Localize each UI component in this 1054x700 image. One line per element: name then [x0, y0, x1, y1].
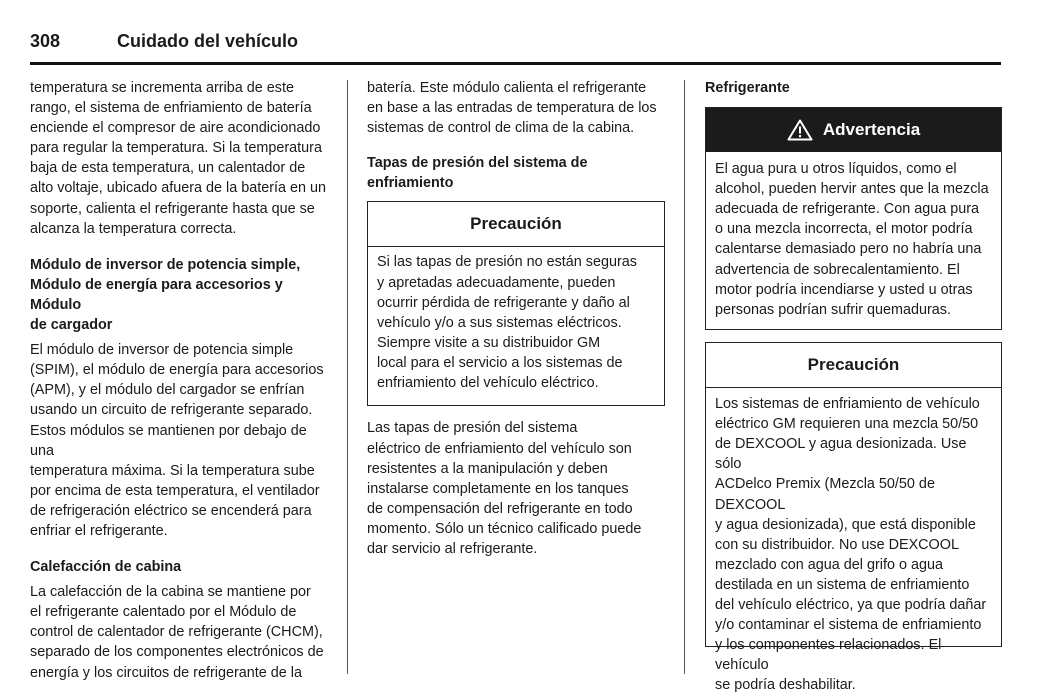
paragraph: La calefacción de la cabina se mantiene por el refrigerante calentado por el Módulo de control de calentador de refrigerante (CHCM), separado de los componentes electrónicos de energía y los circuitos de refrigerante de la: [30, 584, 324, 681]
page-number: 308: [30, 31, 61, 51]
caution-text: Los sistemas de enfriamiento de vehículo eléctrico GM requieren una mezcla 50/50 de DEXCOOL y agua desionizada. Use sólo ACDelco Premix (Mezcla 50/50 de DEXCOOL y agua desionizada), que está disponible con su distribuidor. No use DEXCOOL mezclado con agua del grifo o agua destilada en un sistema de enfriamiento del vehículo eléctrico, ya que podría dañar y/o contaminar el sistema de enfriamiento y los componentes relacionados. El vehículo se podría deshabilitar.: [715, 396, 987, 694]
section-heading: Calefacción de cabina: [30, 559, 182, 576]
caution-title: Precaución: [368, 202, 664, 247]
section-heading: Refrigerante: [705, 80, 790, 96]
caution-title: Precaución: [706, 343, 1001, 388]
section-heading: Tapas de presión del sistema de enfriamiento: [367, 155, 588, 192]
warning-title-bar: [706, 108, 1001, 152]
column-divider: [347, 80, 348, 674]
paragraph: temperatura se incrementa arriba de este rango, el sistema de enfriamiento de batería enciende el compresor de aire acondicionado para regular la temperatura. Si la temperatura baja de esta temperatura, un calentador de alto voltaje, ubicado afuera de la batería en un soporte, calienta el refrigerante hasta que se alcanza la temperatura correcta.: [30, 80, 327, 237]
paragraph: batería. Este módulo calienta el refrigerante en base a las entradas de temperatura de los sistemas de control de clima de la cabina.: [367, 80, 657, 137]
warning-title: Advertencia: [822, 120, 921, 140]
page-header: [30, 31, 298, 57]
warning-triangle-icon: [787, 119, 813, 141]
warning-box: [705, 107, 1002, 330]
header-rule: [30, 62, 1001, 65]
column-divider: [684, 80, 685, 674]
caution-text: Si las tapas de presión no están seguras y apretadas adecuadamente, pueden ocurrir pérdida de refrigerante y daño al vehículo y/o a sus sistemas eléctricos. Siempre visite a su distribuidor GM local para el servicio a los sistemas de enfriamiento del vehículo eléctrico.: [377, 254, 637, 392]
warning-text: El agua pura u otros líquidos, como el alcohol, pueden hervir antes que la mezcla adecuada de refrigerante. Con agua pura o una mezcla incorrecta, el motor podría calentarse demasiado pero no habría una advertencia de sobrecalentamiento. El motor podría incendiarse y usted u otras personas podrían sufrir quemaduras.: [715, 161, 989, 318]
paragraph: Las tapas de presión del sistema eléctrico de enfriamiento del vehículo son resistentes a la manipulación y deben instalarse completamente en los tanques de compensación del refrigerante en todo momento. Sólo un técnico calificado puede dar servicio al refrigerante.: [367, 420, 642, 558]
column-1: [30, 78, 330, 683]
caution-box: [705, 342, 1002, 694]
section-heading: Módulo de inversor de potencia simple, Módulo de energía para accesorios y Módulo de cargador: [30, 256, 301, 334]
caution-box: [367, 201, 665, 406]
paragraph: El módulo de inversor de potencia simple (SPIM), el módulo de energía para accesorios (APM), y el módulo del cargador se enfrían usando un circuito de refrigerante separado. Estos módulos se mantienen por debajo de una temperatura máxima. Si la temperatura sube por encima de esta temperatura, el ventilador de refrigeración eléctrico se encenderá para enfriar el refrigerante.: [30, 342, 324, 539]
column-3: [705, 78, 1002, 694]
column-2: [367, 78, 665, 559]
page-title: Cuidado del vehículo: [117, 31, 299, 51]
